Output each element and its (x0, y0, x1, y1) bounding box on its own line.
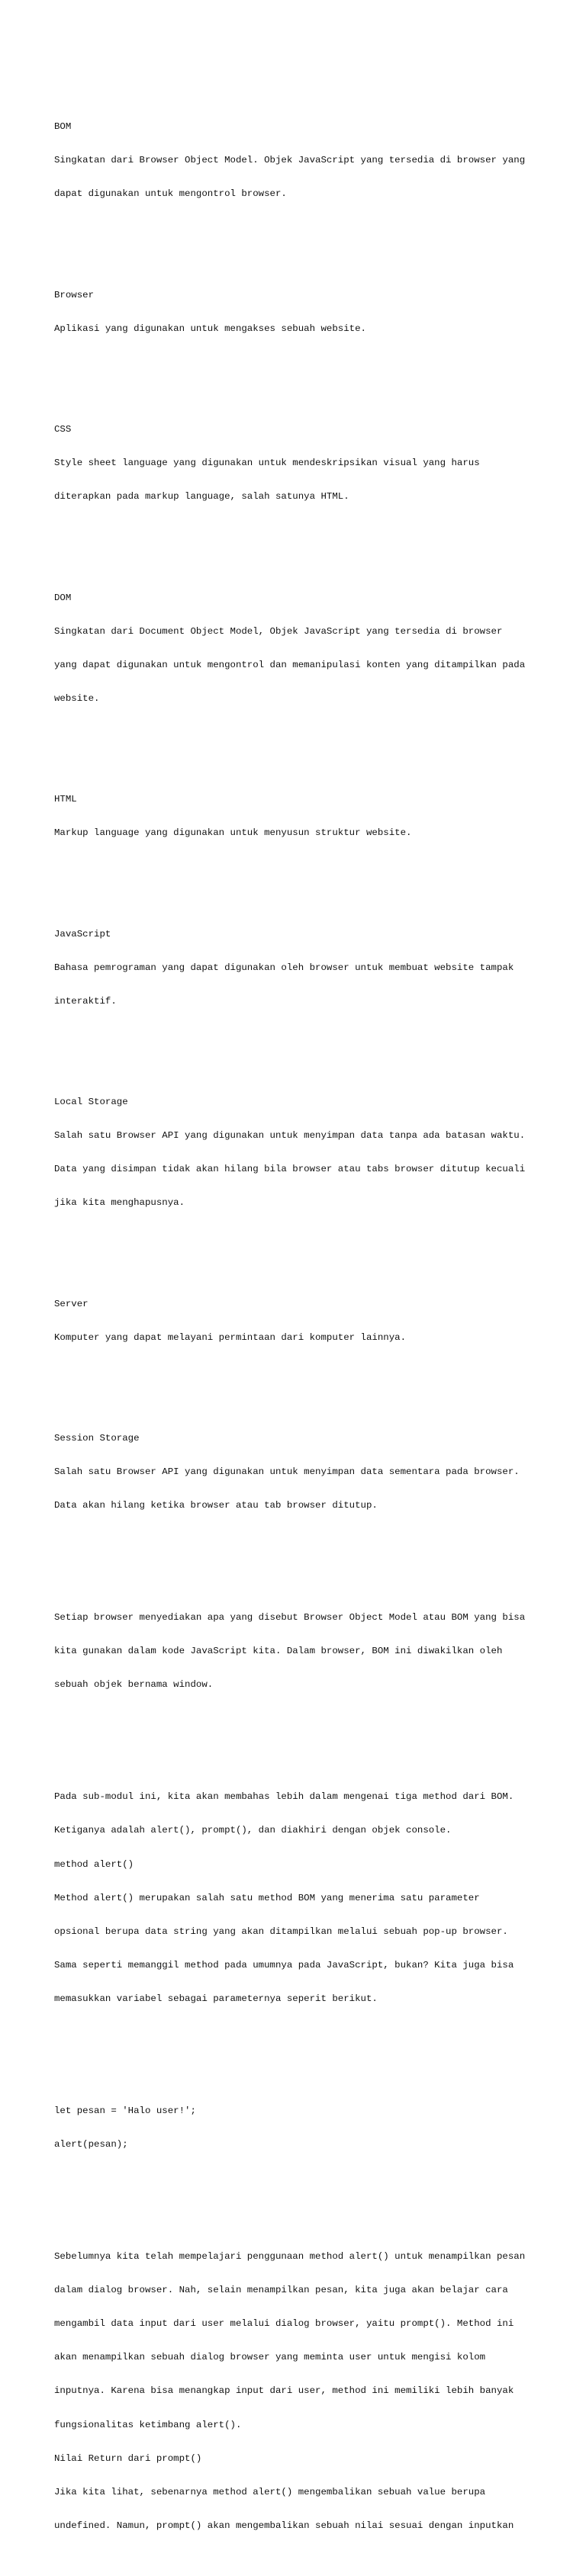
glossary-definition-line: Data akan hilang ketika browser atau tab browser ditutup. (54, 1500, 378, 1511)
paragraph-line: Method alert() merupakan salah satu method BOM yang menerima satu parameter (54, 1892, 480, 1903)
glossary-entry-css (54, 402, 543, 525)
paragraph-line: dalam dialog browser. Nah, selain menampilkan pesan, kita juga akan belajar cara (54, 2285, 508, 2296)
paragraph-line: fungsionalitas ketimbang alert(). (54, 2419, 242, 2430)
glossary-entry-browser (54, 267, 543, 357)
paragraph-line: Setiap browser menyediakan apa yang disebut Browser Object Model atau BOM yang bisa (54, 1612, 526, 1624)
glossary-definition-line: dapat digunakan untuk mengontrol browser. (54, 188, 287, 200)
glossary-definition-line: Singkatan dari Browser Object Model. Objek JavaScript yang tersedia di browser yang (54, 155, 526, 166)
glossary-entry-javascript (54, 906, 543, 1029)
paragraph-line: inputnya. Karena bisa menangkap input dari user, method ini memiliki lebih banyak (54, 2385, 514, 2397)
glossary-term: Local Storage (54, 1097, 128, 1108)
glossary-definition-line: interaktif. (54, 995, 117, 1007)
paragraph-line: undefined. Namun, prompt() akan mengembalikan sebuah nilai sesuai dengan inputkan (54, 2520, 514, 2531)
glossary-entry-bom (54, 99, 543, 223)
glossary-definition-line: Komputer yang dapat melayani permintaan dari komputer lainnya. (54, 1331, 407, 1343)
glossary-definition-line: diterapkan pada markup language, salah satunya HTML. (54, 491, 349, 503)
paragraph-line: Ketiganya adalah alert(), prompt(), dan diakhiri dengan objek console. (54, 1825, 452, 1836)
prompt-paragraph (54, 2229, 543, 2554)
paragraph-line: mengambil data input dari user melalui dialog browser, yaitu prompt(). Method ini (54, 2318, 514, 2330)
glossary-entry-server (54, 1276, 543, 1366)
paragraph-line: Sama seperti memanggil method pada umumnya pada JavaScript, bukan? Kita juga bisa (54, 1959, 514, 1971)
glossary-definition-line: Style sheet language yang digunakan untuk mendeskripsikan visual yang harus (54, 458, 480, 469)
glossary-definition-line: Bahasa pemrograman yang dapat digunakan oleh browser untuk membuat website tampak (54, 962, 514, 973)
glossary-term: Browser (54, 289, 95, 300)
code-sample (54, 2083, 543, 2173)
glossary-entry-html (54, 772, 543, 862)
glossary-term: CSS (54, 424, 72, 435)
glossary-definition-line: Aplikasi yang digunakan untuk mengakses sebuah website. (54, 323, 366, 334)
glossary-term: BOM (54, 121, 72, 133)
glossary-definition-line: yang dapat digunakan untuk mengontrol dan memanipulasi konten yang ditampilkan pada (54, 659, 526, 670)
glossary-entry-local-storage (54, 1074, 543, 1232)
paragraph-line: memasukkan variabel sebagai parameternya seperit berikut. (54, 1993, 378, 2004)
glossary-definition-line: Markup language yang digunakan untuk menyusun struktur website. (54, 827, 412, 839)
glossary-term: Session Storage (54, 1433, 140, 1444)
glossary-term: Server (54, 1298, 89, 1309)
glossary-definition-line: Data yang disimpan tidak akan hilang bila browser atau tabs browser ditutup kecuali (54, 1164, 526, 1175)
paragraph-line: Jika kita lihat, sebenarnya method alert() mengembalikan sebuah value berupa (54, 2486, 486, 2497)
paragraph-line: Sebelumnya kita telah mempelajari penggunaan method alert() untuk menampilkan pesan (54, 2251, 526, 2263)
submodule-paragraph (54, 1769, 543, 2027)
paragraph-line: opsional berupa data string yang akan ditampilkan melalui sebuah pop-up browser. (54, 1926, 508, 1937)
paragraph-line: sebuah objek bernama window. (54, 1679, 214, 1691)
code-line: alert(pesan); (54, 2139, 128, 2150)
document-page (54, 54, 543, 2576)
glossary-entry-session-storage (54, 1411, 543, 1534)
glossary-definition-line: Singkatan dari Document Object Model, Objek JavaScript yang tersedia di browser (54, 625, 503, 637)
paragraph-line: kita gunakan dalam kode JavaScript kita. Dalam browser, BOM ini diwakilkan oleh (54, 1646, 503, 1657)
section-heading: method alert() (54, 1858, 134, 1870)
section-heading: Nilai Return dari prompt() (54, 2452, 202, 2464)
glossary-definition-line: Salah satu Browser API yang digunakan untuk menyimpan data sementara pada browser. (54, 1466, 520, 1478)
glossary-entry-dom (54, 570, 543, 727)
paragraph-line: akan menampilkan sebuah dialog browser yang meminta user untuk mengisi kolom (54, 2352, 486, 2363)
glossary-definition-line: jika kita menghapusnya. (54, 1197, 185, 1209)
glossary-definition-line: Salah satu Browser API yang digunakan untuk menyimpan data tanpa ada batasan waktu. (54, 1130, 526, 1142)
glossary-term: JavaScript (54, 928, 111, 940)
glossary-definition-line: website. (54, 692, 100, 704)
code-line: let pesan = 'Halo user!'; (54, 2105, 196, 2116)
glossary-term: HTML (54, 794, 77, 805)
intro-paragraph (54, 1590, 543, 1714)
paragraph-line: Pada sub-modul ini, kita akan membahas lebih dalam mengenai tiga method dari BOM. (54, 1791, 514, 1803)
glossary-term: DOM (54, 592, 72, 603)
